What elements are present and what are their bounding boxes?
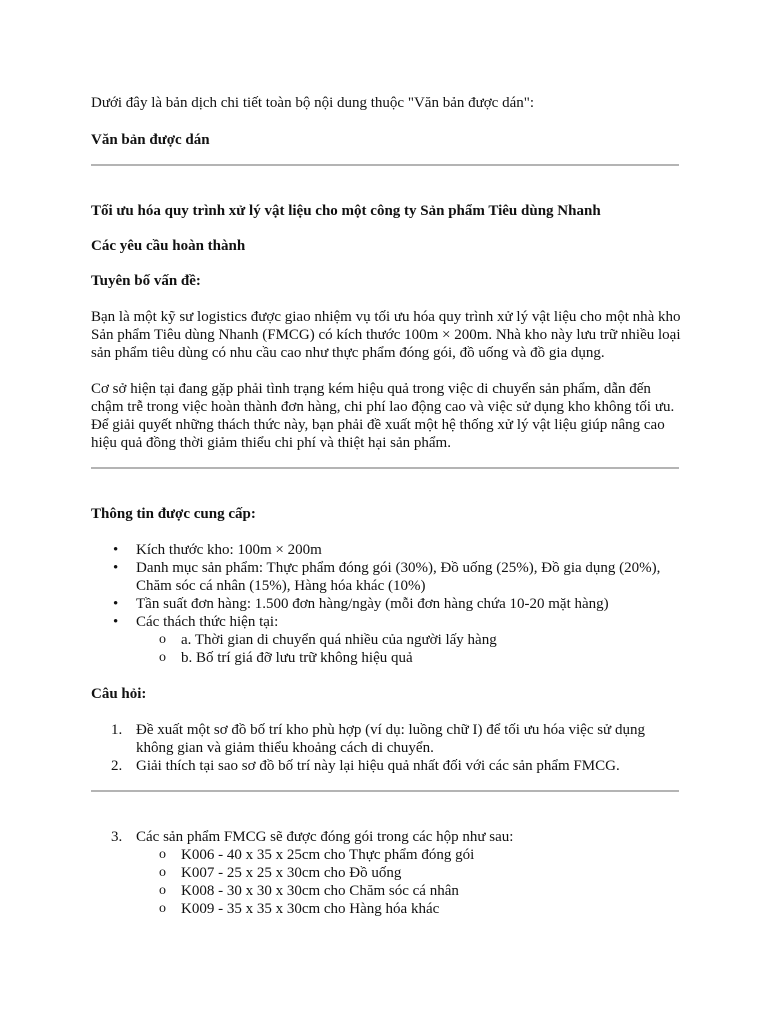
- sub-bullet-icon: o: [159, 632, 166, 647]
- divider-2: [91, 467, 679, 469]
- questions-list: [91, 721, 681, 775]
- requirements-heading: Các yêu cầu hoàn thành: [91, 238, 246, 254]
- box-item: o K006 - 40 x 35 x 25cm cho Thực phẩm đóng gói: [159, 847, 475, 863]
- question-3-block: [91, 828, 681, 918]
- question-number: 1.: [111, 722, 123, 738]
- problem-paragraph-2: Cơ sở hiện tại đang gặp phải tình trạng kém hiệu quả trong việc di chuyển sản phẩm, dẫn đến chậm trễ trong việc hoàn thành đơn hàng, chi phí lao động cao và việc sử dụng kho không tối ưu. Để giải quyết những thách thức này, bạn phải đề xuất một hệ thống xử lý vật liệu giúp nâng cao hiệu quả đồng thời giảm thiểu chi phí và thiệt hại sản phẩm.: [91, 381, 675, 451]
- divider-3: [91, 790, 679, 792]
- challenge-list: [91, 631, 681, 667]
- challenge-item: o a. Thời gian di chuyển quá nhiều của người lấy hàng: [159, 632, 497, 648]
- questions-heading: Câu hỏi:: [91, 686, 147, 702]
- pasted-heading: Văn bản được dán: [91, 132, 210, 148]
- sub-bullet-icon: o: [159, 847, 166, 862]
- question-number: 3.: [111, 829, 123, 845]
- info-item: • Tần suất đơn hàng: 1.500 đơn hàng/ngày (mỗi đơn hàng chứa 10-20 mặt hàng): [113, 596, 609, 612]
- sub-bullet-icon: o: [159, 865, 166, 880]
- info-item: • Các thách thức hiện tại:: [113, 614, 279, 630]
- sub-bullet-icon: o: [159, 650, 166, 665]
- question-item: 1. Đề xuất một sơ đồ bố trí kho phù hợp (ví dụ: luồng chữ I) để tối ưu hóa việc sử dụng không gian và giảm thiểu khoảng cách di chuyển.: [111, 722, 645, 756]
- problem-heading: Tuyên bố vấn đề:: [91, 273, 201, 289]
- challenge-item: o b. Bố trí giá đỡ lưu trữ không hiệu quả: [159, 650, 413, 666]
- bullet-icon: •: [113, 542, 119, 558]
- sub-bullet-icon: o: [159, 901, 166, 916]
- document-title: Tối ưu hóa quy trình xử lý vật liệu cho một công ty Sản phẩm Tiêu dùng Nhanh: [91, 203, 601, 219]
- divider-1: [91, 164, 679, 166]
- question-item: 3. Các sản phẩm FMCG sẽ được đóng gói trong các hộp như sau:: [111, 829, 514, 845]
- bullet-icon: •: [113, 560, 119, 576]
- info-list: [91, 541, 681, 667]
- question-number: 2.: [111, 758, 123, 774]
- info-item: • Kích thước kho: 100m × 200m: [113, 542, 322, 558]
- sub-bullet-icon: o: [159, 883, 166, 898]
- info-heading: Thông tin được cung cấp:: [91, 506, 256, 522]
- box-item: o K008 - 30 x 30 x 30cm cho Chăm sóc cá nhân: [159, 883, 459, 899]
- box-item: o K007 - 25 x 25 x 30cm cho Đồ uống: [159, 865, 402, 881]
- info-item: • Danh mục sản phẩm: Thực phẩm đóng gói (30%), Đồ uống (25%), Đồ gia dụng (20%), Chăm sóc cá nhân (15%), Hàng hóa khác (10%): [113, 560, 661, 594]
- bullet-icon: •: [113, 614, 119, 630]
- intro-text: Dưới đây là bản dịch chi tiết toàn bộ nội dung thuộc "Văn bản được dán":: [91, 95, 535, 111]
- bullet-icon: •: [113, 596, 119, 612]
- box-list: [91, 846, 681, 918]
- box-item: o K009 - 35 x 35 x 30cm cho Hàng hóa khác: [159, 901, 440, 917]
- question-item: 2. Giải thích tại sao sơ đồ bố trí này lại hiệu quả nhất đối với các sản phẩm FMCG.: [111, 758, 620, 774]
- problem-paragraph-1: Bạn là một kỹ sư logistics được giao nhiệm vụ tối ưu hóa quy trình xử lý vật liệu cho một nhà kho Sản phẩm Tiêu dùng Nhanh (FMCG) có kích thước 100m × 200m. Nhà kho này lưu trữ nhiều loại sản phẩm tiêu dùng có nhu cầu cao như thực phẩm đóng gói, đồ uống và đồ gia dụng.: [91, 309, 681, 361]
